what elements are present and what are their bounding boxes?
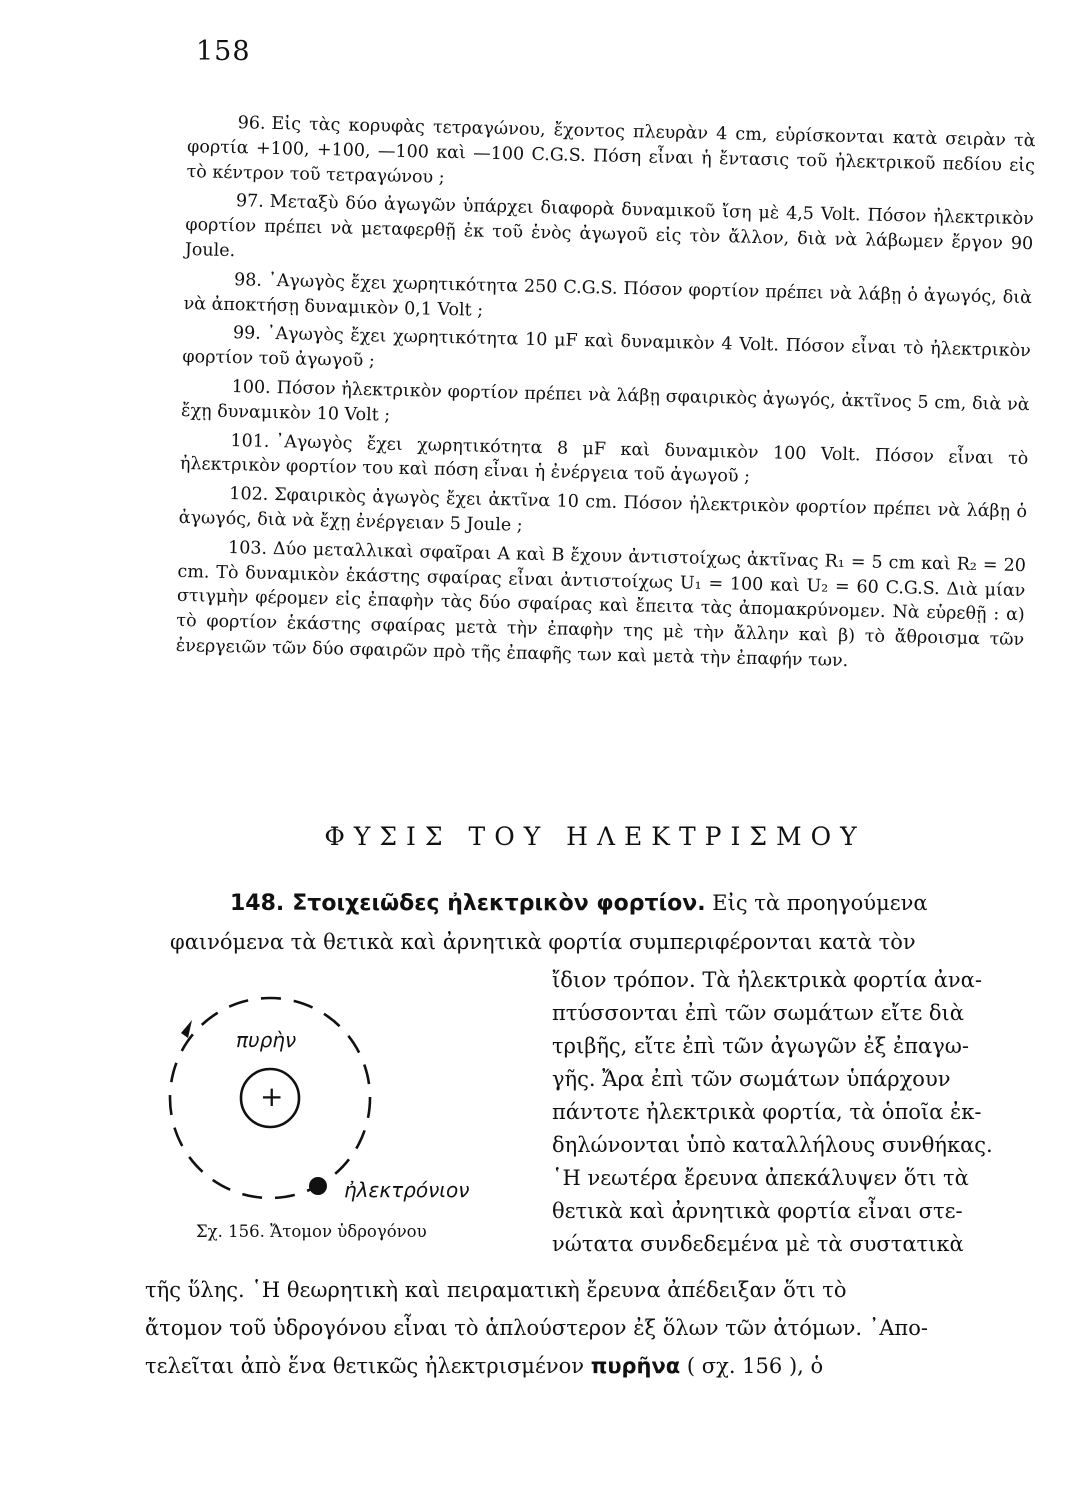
electron-dot [309, 1177, 327, 1195]
bold-term-nucleus: πυρῆνα [590, 1354, 681, 1378]
problem-99: 99. ᾿Αγωγὸς ἔχει χωρητικότητα 10 μF καὶ δυναμικὸν 4 Volt. Πόσον εἶναι τὸ ἠλεκτρικὸν φορτίον τοῦ ἀγωγοῦ ; [182, 323, 1031, 372]
section-line-13: τελεῖται ἀπὸ ἕνα θετικῶς ἠλεκτρισμένον πυρῆνα ( σχ. 156 ), ὁ [145, 1354, 824, 1378]
section-line-6: πάντοτε ἠλεκτρικὰ φορτία, τὰ ὁποῖα ἐκ- [552, 1100, 982, 1124]
electron-label: ἠλεκτρόνιον [344, 1178, 470, 1202]
section-line-12: ἄτομον τοῦ ὑδρογόνου εἶναι τὸ ἁπλούστερον ἐξ ὅλων τῶν ἀτόμων. ᾿Απο- [145, 1316, 928, 1340]
problem-102: 102. Σφαιρικὸς ἀγωγὸς ἔχει ἀκτῖνα 10 cm. Πόσον ἠλεκτρικὸν φορτίον πρέπει νὰ λάβῃ ὁ ἀγωγός, διὰ νὰ ἔχῃ ἐνέργειαν 5 Joule ; [178, 484, 1028, 536]
hydrogen-atom-diagram [168, 990, 528, 1250]
section-line-9: θετικὰ καὶ ἀρνητικὰ φορτία εἶναι στε- [552, 1199, 963, 1223]
problem-100: 100. Πόσον ἠλεκτρικὸν φορτίον πρέπει νὰ λάβῃ σφαιρικὸς ἀγωγός, ἀκτῖνος 5 cm, διὰ νὰ ἔχῃ δυναμικὸν 10 Volt ; [180, 377, 1030, 426]
problem-103: 103. Δύο μεταλλικαὶ σφαῖραι Α καὶ Β ἔχουν ἀντιστοίχως ἀκτῖνας R₁ = 5 cm καὶ R₂ = 20 cm. Τὸ δυναμικὸν ἑκάστης σφαίρας εἶναι ἀντιστοίχως U₁ = 100 καὶ U₂ = 60 C.G.S. Διὰ μίαν στιγμὴν φέρομεν εἰς ἐπαφὴν τὰς δύο σφαίρας καὶ ἔπειτα τὰς ἀπομακρύνομεν. Νὰ εὑρεθῇ : α) τὸ φορτίον ἑκάστης σφαίρας μετὰ τὴν ἐπαφὴν της μὲ τὴν ἄλλην καὶ β) τὸ ἄθροισμα τῶν ἐνεργειῶν τῶν δύο σφαιρῶν πρὸ τῆς ἐπαφῆς των καὶ μετὰ τὴν ἐπαφήν των. [175, 537, 1027, 672]
section-line-3: πτύσσονται ἐπὶ τῶν σωμάτων εἴτε διὰ [552, 1001, 964, 1025]
chapter-title: ΦΥΣΙΣ ΤΟΥ ΗΛΕΚΤΡΙΣΜΟΥ [324, 822, 866, 851]
problems-list [175, 110, 1035, 682]
section-line-5: γῆς. Ἄρα ἐπὶ τῶν σωμάτων ὑπάρχουν [552, 1067, 951, 1091]
section-line-2: ἴδιον τρόπον. Τὰ ἠλεκτρικὰ φορτία ἀνα- [552, 968, 982, 992]
section-line-4: τριβῆς, εἴτε ἐπὶ τῶν ἀγωγῶν ἐξ ἐπαγω- [552, 1034, 969, 1058]
problem-98: 98. ᾿Αγωγὸς ἔχει χωρητικότητα 250 C.G.S. Πόσον φορτίον πρέπει νὰ λάβῃ ὁ ἀγωγός, διὰ νὰ ἀποκτήσῃ δυναμικὸν 0,1 Volt ; [183, 269, 1033, 321]
page-number: 158 [196, 36, 251, 67]
section-title: Στοιχειῶδες ἠλεκτρικὸν φορτίον. [292, 891, 706, 916]
section-heading [198, 888, 1018, 920]
section-line-7: δηλώνονται ὑπὸ καταλλήλους συνθήκας. [552, 1133, 993, 1157]
figure-caption: Σχ. 156. Ἄτομον ὑδρογόνου [196, 1222, 427, 1241]
section-line-11: τῆς ὕλης. ῾Η θεωρητικὴ καὶ πειραματικὴ ἔρευνα ἀπέδειξαν ὅτι τὸ [145, 1278, 847, 1302]
figure-hydrogen-atom [168, 990, 528, 1250]
nucleus-label: πυρὴν [236, 1028, 297, 1052]
section-line-10: νώτατα συνδεδεμένα μὲ τὰ συστατικὰ [552, 1232, 964, 1256]
nucleus-sign: + [260, 1080, 284, 1113]
section-line-0: Εἰς τὰ προηγούμενα [712, 891, 928, 915]
section-line-1: φαινόμενα τὰ θετικὰ καὶ ἀρνητικὰ φορτία συμπεριφέρονται κατὰ τὸν [170, 930, 916, 954]
orbit-direction-arrow-icon [181, 1020, 192, 1038]
problem-96: 96. Εἰς τὰς κορυφὰς τετραγώνου, ἔχοντος πλευρὰν 4 cm, εὑρίσκονται κατὰ σειρὰν τὰ φορτία +100, +100, —100 καὶ —100 C.G.S. Πόση εἶναι ἡ ἔντασις τοῦ ἠλεκτρικοῦ πεδίου εἰς τὸ κέντρον τοῦ τετραγώνου ; [186, 113, 1036, 188]
section-number: 148. [230, 891, 285, 916]
problem-101: 101. ᾿Αγωγὸς ἔχει χωρητικότητα 8 μF καὶ δυναμικὸν 100 Volt. Πόσον εἶναι τὸ ἠλεκτρικὸν φορτίον του καὶ πόση εἶναι ἡ ἐνέργεια τοῦ ἀγωγοῦ ; [179, 430, 1029, 488]
section-line-8: ῾Η νεωτέρα ἔρευνα ἀπεκάλυψεν ὅτι τὰ [552, 1166, 969, 1190]
problem-97: 97. Μεταξὺ δύο ἀγωγῶν ὑπάρχει διαφορὰ δυναμικοῦ ἴση μὲ 4,5 Volt. Πόσον ἠλεκτρικὸν φορτίον πρέπει νὰ μεταφερθῇ ἐκ τοῦ ἑνὸς ἀγωγοῦ εἰς τὸν ἄλλον, διὰ νὰ λάβωμεν ἔργον 90 Joule. [184, 191, 1034, 262]
